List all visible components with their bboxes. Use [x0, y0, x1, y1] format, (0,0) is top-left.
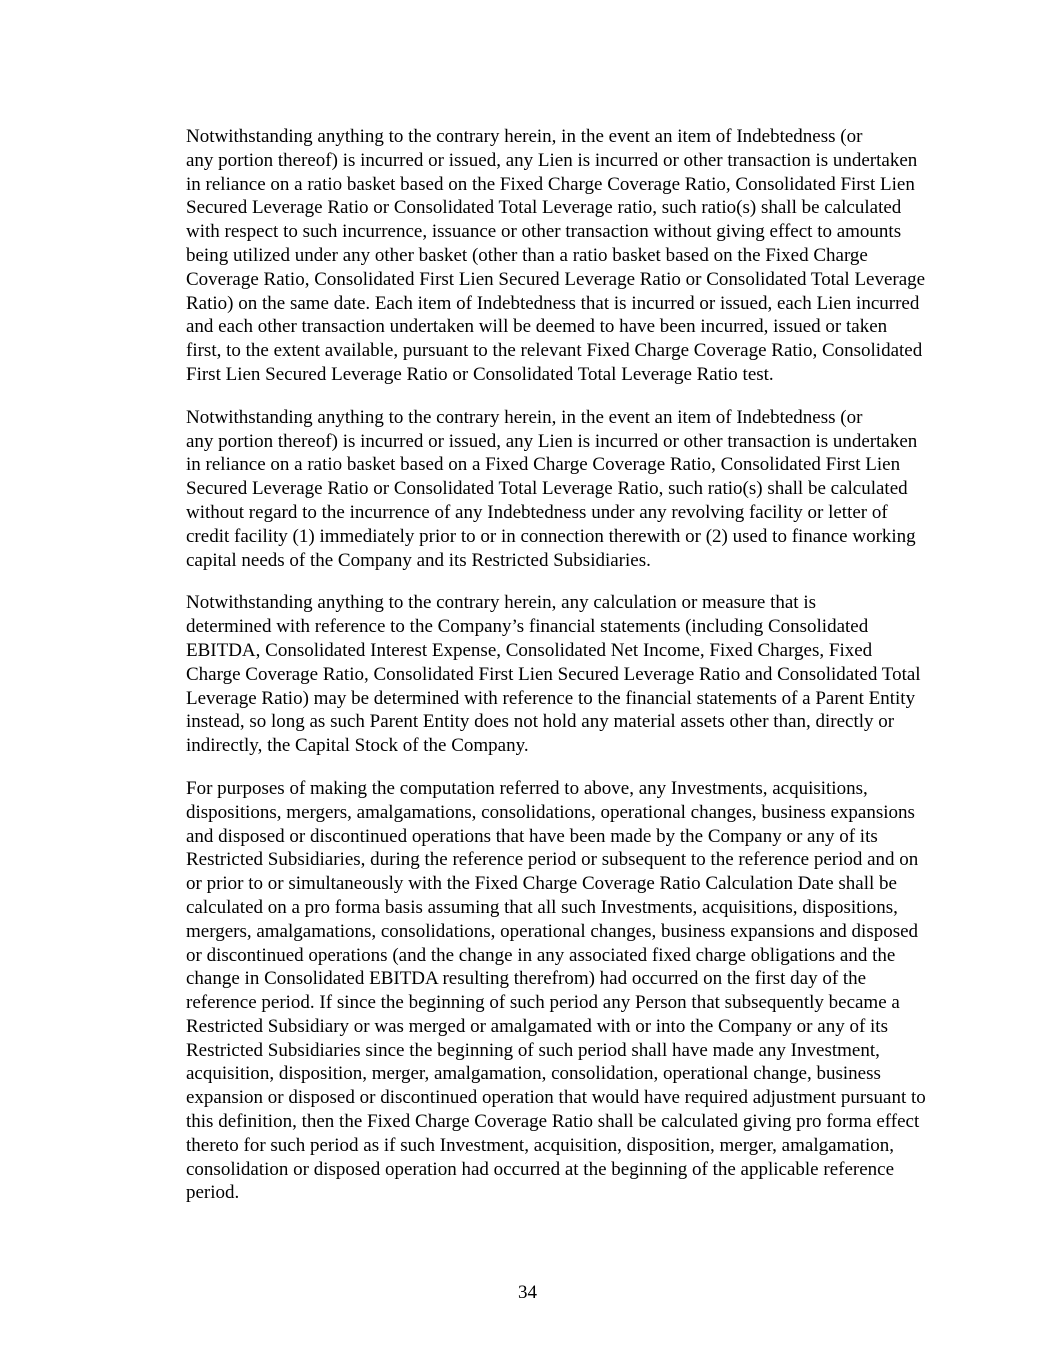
text-line: Charge Coverage Ratio, Consolidated First Lien Secured Leverage Ratio and Consolidated Total	[186, 663, 921, 685]
document-body	[124, 125, 932, 1224]
text-line: any portion thereof) is incurred or issued, any Lien is incurred or other transaction is undertaken	[186, 149, 918, 171]
text-line: credit facility (1) immediately prior to or in connection therewith or (2) used to finance working	[186, 525, 916, 547]
text-line: or prior to or simultaneously with the Fixed Charge Coverage Ratio Calculation Date shall be	[186, 873, 897, 895]
text-line: EBITDA, Consolidated Interest Expense, Consolidated Net Income, Fixed Charges, Fixed	[186, 639, 873, 661]
page-number: 34	[518, 1282, 537, 1303]
text-line: determined with reference to the Company’s financial statements (including Consolidated	[186, 616, 869, 638]
text-line: period.	[186, 1182, 240, 1204]
text-line: Notwithstanding anything to the contrary herein, any calculation or measure that is	[186, 592, 816, 614]
paragraph-2	[124, 406, 932, 573]
text-line: expansion or disposed or discontinued operation that would have required adjustment pursuant to	[186, 1087, 926, 1109]
text-line: consolidation or disposed operation had occurred at the beginning of the applicable reference	[186, 1158, 895, 1180]
text-line: acquisition, disposition, merger, amalgamation, consolidation, operational change, business	[186, 1063, 881, 1085]
text-line: capital needs of the Company and its Restricted Subsidiaries.	[186, 549, 651, 571]
text-line: Coverage Ratio, Consolidated First Lien Secured Leverage Ratio or Consolidated Total Leverage	[186, 268, 926, 290]
text-line: thereto for such period as if such Investment, acquisition, disposition, merger, amalgamation,	[186, 1134, 895, 1156]
text-line: and disposed or discontinued operations that have been made by the Company or any of its	[186, 825, 878, 847]
text-line: Ratio) on the same date. Each item of Indebtedness that is incurred or issued, each Lien incurred	[186, 292, 920, 314]
text-line: For purposes of making the computation referred to above, any Investments, acquisitions,	[186, 777, 868, 799]
paragraph-1	[124, 125, 932, 387]
text-line: Restricted Subsidiary or was merged or amalgamated with or into the Company or any of its	[186, 1015, 888, 1037]
paragraph-4	[124, 777, 932, 1205]
paragraph-3	[124, 591, 932, 758]
text-line: Restricted Subsidiaries, during the reference period or subsequent to the reference period and on	[186, 849, 919, 871]
text-line: First Lien Secured Leverage Ratio or Consolidated Total Leverage Ratio test.	[186, 363, 774, 385]
text-line: with respect to such incurrence, issuance or other transaction without giving effect to amounts	[186, 221, 902, 243]
text-line: without regard to the incurrence of any Indebtedness under any revolving facility or letter of	[186, 501, 888, 523]
text-line: mergers, amalgamations, consolidations, operational changes, business expansions and disposed	[186, 920, 919, 942]
text-line: Secured Leverage Ratio or Consolidated Total Leverage ratio, such ratio(s) shall be calculated	[186, 197, 902, 219]
text-line: dispositions, mergers, amalgamations, consolidations, operational changes, business expansions	[186, 801, 915, 823]
text-line: instead, so long as such Parent Entity does not hold any material assets other than, directly or	[186, 711, 895, 733]
text-line: being utilized under any other basket (other than a ratio basket based on the Fixed Charge	[186, 244, 868, 266]
text-line: change in Consolidated EBITDA resulting therefrom) had occurred on the first day of the	[186, 968, 867, 990]
text-line: this definition, then the Fixed Charge Coverage Ratio shall be calculated giving pro forma effect	[186, 1111, 920, 1133]
text-line: Notwithstanding anything to the contrary herein, in the event an item of Indebtedness (or	[186, 406, 863, 428]
text-line: Leverage Ratio) may be determined with reference to the financial statements of a Parent Entity	[186, 687, 916, 709]
text-line: first, to the extent available, pursuant to the relevant Fixed Charge Coverage Ratio, Consolidated	[186, 340, 923, 362]
text-line: Secured Leverage Ratio or Consolidated Total Leverage Ratio, such ratio(s) shall be calculated	[186, 478, 908, 500]
text-line: calculated on a pro forma basis assuming that all such Investments, acquisitions, dispositions,	[186, 896, 898, 918]
text-line: Notwithstanding anything to the contrary herein, in the event an item of Indebtedness (or	[186, 126, 863, 147]
text-line: or discontinued operations (and the change in any associated fixed charge obligations and the	[186, 944, 896, 966]
text-line: and each other transaction undertaken will be deemed to have been incurred, issued or taken	[186, 316, 888, 338]
text-line: reference period. If since the beginning of such period any Person that subsequently became a	[186, 992, 900, 1014]
text-line: Restricted Subsidiaries since the beginning of such period shall have made any Investment,	[186, 1039, 880, 1061]
text-line: in reliance on a ratio basket based on a Fixed Charge Coverage Ratio, Consolidated First Lien	[186, 454, 901, 476]
text-line: in reliance on a ratio basket based on the Fixed Charge Coverage Ratio, Consolidated First Lien	[186, 173, 915, 195]
text-line: any portion thereof) is incurred or issued, any Lien is incurred or other transaction is undertaken	[186, 430, 918, 452]
text-line: indirectly, the Capital Stock of the Company.	[186, 735, 529, 757]
